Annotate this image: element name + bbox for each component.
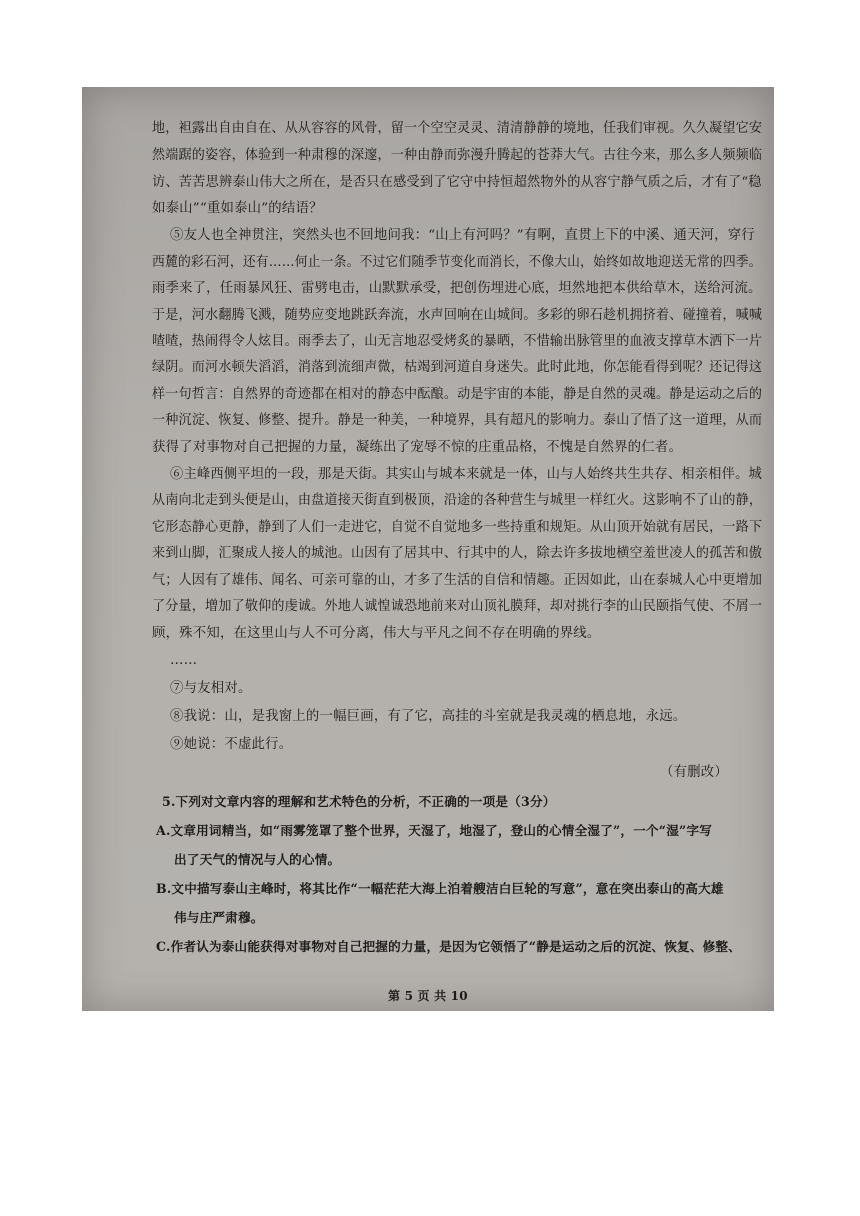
passage-line: 雨季来了，任雨暴风狂、雷劈电击，山默默承受，把创伤埋进心底，坦然地把本供给草木，送给河流。 <box>152 281 762 296</box>
document-photo <box>82 87 774 1011</box>
edit-note: （有删改） <box>660 765 728 780</box>
question-stem: 5.下列对文章内容的理解和艺术特色的分析，不正确的一项是（3分） <box>162 794 556 809</box>
passage-line: 喳喳，热闹得令人炫目。雨季去了，山无言地忍受烤炙的暴晒，不惜输出脉管里的血液支撑草木洒下一片 <box>152 334 763 349</box>
option-c: C.作者认为泰山能获得对事物对自己把握的力量，是因为它领悟了“静是运动之后的沉淀、恢复、修整、 <box>156 939 741 954</box>
page-footer: 第 5 页 共 10 <box>388 989 468 1003</box>
passage-line: ⑥主峰西侧平坦的一段，那是天街。其实山与城本来就是一体，山与人始终共生共存、相亲相伴。城 <box>170 467 763 482</box>
passage-line: 于是，河水翻腾飞溅，随势应变地跳跃奔流，水声回响在山城间。多彩的卵石趁机拥挤着、碰撞着，喊喊 <box>152 308 763 323</box>
passage-line: 访、苦苦思辨泰山伟大之所在，是否只在感受到了它守中持恒超然物外的从容宁静气质之后，才有了“稳 <box>152 175 762 190</box>
passage-line: 顾，殊不知，在这里山与人不可分离，伟大与平凡之间不存在明确的界线。 <box>152 626 601 641</box>
passage-line: 了分量，增加了敬仰的虔诚。外地人诚惶诚恐地前来对山顶礼膜拜，却对挑行李的山民颐指气使、不屑一 <box>152 599 763 614</box>
ellipsis-line: …… <box>170 653 198 668</box>
passage-line: 西麓的彩石河，还有……何止一条。不过它们随季节变化而消长，不像大山，始终如故地迎送无常的四季。 <box>152 255 762 270</box>
passage-line: 气；人因有了雄伟、闻名、可亲可靠的山，才多了生活的自信和情趣。正因如此，山在泰城人心中更增加 <box>152 573 763 588</box>
passage-line: ⑧我说：山，是我窗上的一幅巨画，有了它，高挂的斗室就是我灵魂的栖息地，永远。 <box>170 709 687 724</box>
passage-line: 它形态静心更静，静到了人们一走进它，自觉不自觉地多一些持重和规矩。从山顶开始就有居民，一路下 <box>152 520 763 535</box>
passage-line: 如泰山”“重如泰山”的结语？ <box>152 201 323 216</box>
passage-line: 来到山脚，汇聚成人接人的城池。山因有了居其中、行其中的人，除去许多拔地横空羞世凌人的孤苦和傲 <box>152 546 763 561</box>
option-a: A.文章用词精当，如“雨雾笼罩了整个世界，天湿了，地湿了，登山的心情全湿了”，一个“湿”字写 <box>156 823 713 838</box>
passage-line: 样一句哲言：自然界的奇迹都在相对的静态中酝酿。动是宇宙的本能，静是自然的灵魂。静是运动之后的 <box>152 387 763 402</box>
passage-line: ⑨她说：不虚此行。 <box>170 737 293 752</box>
option-b-cont: 伟与庄严肃穆。 <box>174 910 264 925</box>
passage-line: 然端踞的姿容，体验到一种肃穆的深邃，一种由静而弥漫升腾起的苍莽大气。古往今来，那么多人频频临 <box>152 148 763 163</box>
passage-line: ⑦与友相对。 <box>170 681 252 696</box>
option-b: B.文中描写泰山主峰时，将其比作“一幅茫茫大海上泊着艘洁白巨轮的写意”，意在突出泰山的高大雄 <box>156 881 724 896</box>
passage-line: 获得了对事物对自己把握的力量，凝练出了宠辱不惊的庄重品格，不愧是自然界的仁者。 <box>152 440 683 455</box>
passage-line: 一种沉淀、恢复、修整、提升。静是一种美，一种境界，具有超凡的影响力。泰山了悟了这一道理，从而 <box>152 413 763 428</box>
passage-line: 从南向北走到头便是山，由盘道接天街直到极顶，沿途的各种营生与城里一样红火。这影响不了山的静， <box>152 493 763 508</box>
passage-line: 绿阴。而河水顿失滔滔，消落到流细声微，枯竭到河道自身迷失。此时此地，你怎能看得到呢？还记得这 <box>152 360 763 375</box>
passage-line: ⑤友人也全神贯注，突然头也不回地问我：“山上有河吗？”有啊，直贯上下的中溪、通天河，穿行 <box>170 228 755 243</box>
option-a-cont: 出了天气的情况与人的心情。 <box>174 852 341 867</box>
passage-line: 地，袒露出自由自在、从从容容的风骨，留一个空空灵灵、清清静静的境地，任我们审视。久久凝望它安 <box>152 121 763 136</box>
